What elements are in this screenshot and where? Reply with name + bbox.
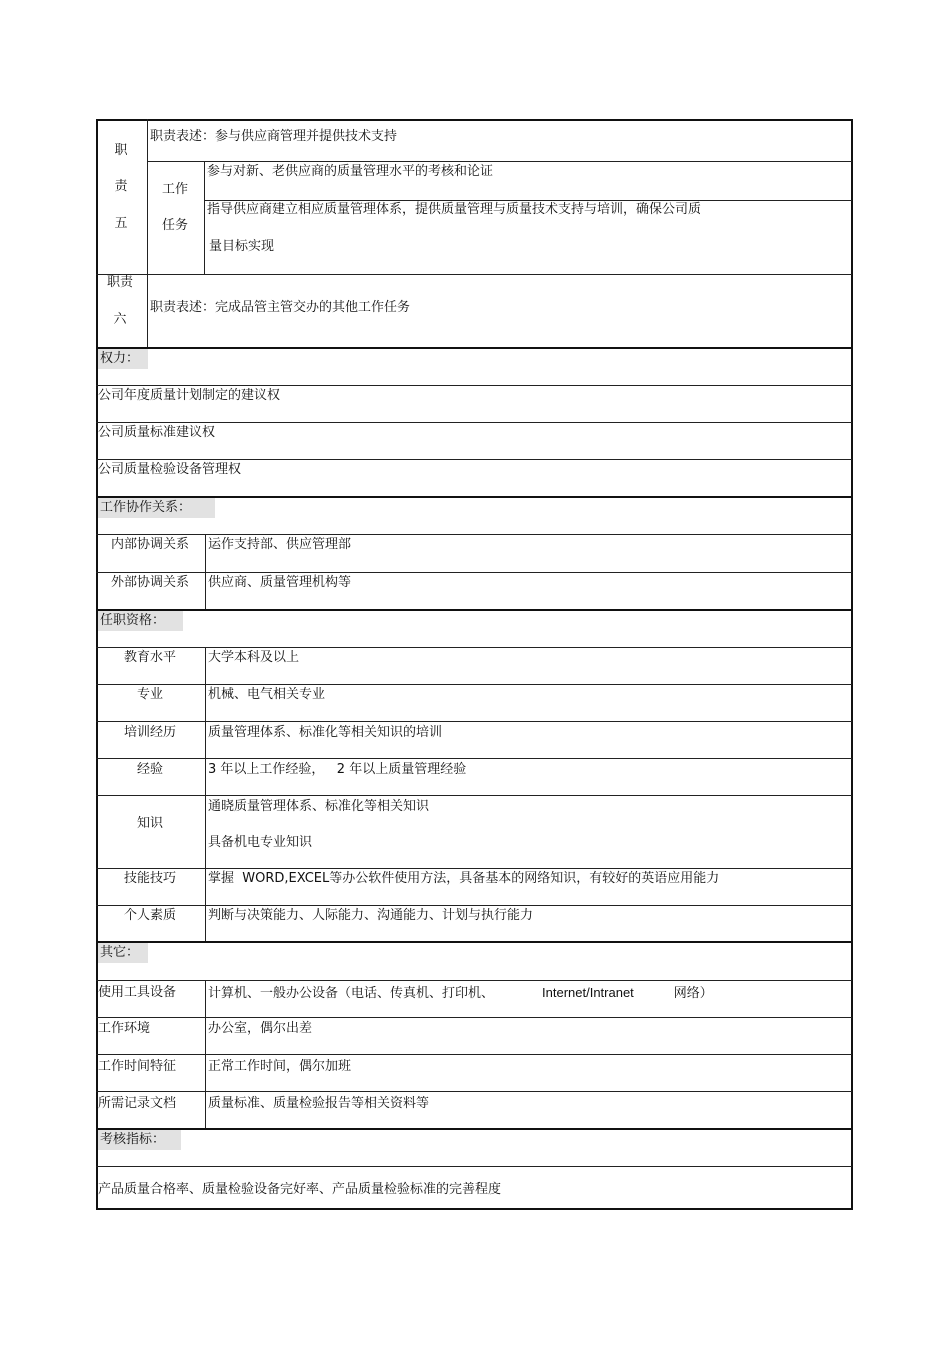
- qualification-value: 3 年以上工作经验， 2 年以上质量管理经验: [208, 762, 467, 777]
- other-value-part: 计算机、一般办公设备（电话、传真机、打印机、: [208, 986, 495, 1001]
- authority-item: 公司年度质量计划制定的建议权: [98, 388, 281, 403]
- qualification-label: 教育水平: [123, 650, 176, 665]
- duty5-label-char: 五: [114, 216, 128, 231]
- divider: [96, 721, 852, 722]
- authority-heading: [98, 349, 148, 369]
- job-description-table: [96, 119, 852, 1209]
- duty5-task-label: 工作: [161, 182, 188, 197]
- authority-item: 公司质量标准建议权: [98, 425, 216, 440]
- qualification-value-part: 等办公软件使用方法，具备基本的网络知识，有较好的英语应用能力: [329, 871, 720, 886]
- task-label-divider: [204, 161, 205, 274]
- divider: [96, 868, 852, 869]
- duty6-description: 职责表述：完成品管主管交办的其他工作任务: [150, 300, 411, 315]
- qualification-label: 技能技巧: [123, 871, 176, 886]
- cooperation-value: 供应商、质量管理机构等: [208, 575, 352, 590]
- qualification-value: 判断与决策能力、人际能力、沟通能力、计划与执行能力: [208, 908, 534, 923]
- qualifications-heading: [98, 611, 183, 631]
- qualification-value: 质量管理体系、标准化等相关知识的培训: [208, 725, 443, 740]
- duty6-label: 职责: [106, 275, 133, 290]
- duty6-label: 六: [113, 312, 127, 327]
- divider: [96, 647, 852, 648]
- divider: [96, 758, 852, 759]
- other-value: [208, 985, 713, 1002]
- divider: [96, 572, 852, 573]
- divider: [147, 161, 852, 162]
- other-heading-text: 其它：: [100, 945, 140, 960]
- section-divider: [96, 609, 853, 611]
- other-value: 办公室，偶尔出差: [208, 1021, 313, 1036]
- section-divider: [96, 1128, 853, 1130]
- duty5-description: 职责表述：参与供应商管理并提供技术支持: [150, 129, 398, 144]
- qualification-value: [208, 871, 719, 887]
- other-label: 工作时间特征: [98, 1059, 177, 1074]
- other-value-part: Internet/Intranet: [542, 985, 634, 1000]
- cooperation-value: 运作支持部、供应管理部: [208, 537, 352, 552]
- divider: [96, 905, 852, 906]
- duty5-task-1: 参与对新、老供应商的质量管理水平的考核和论证: [207, 164, 494, 179]
- qualification-value-part: 掌握 WORD,EXCEL: [208, 871, 330, 886]
- other-value-part: 网络）: [673, 986, 713, 1001]
- qualification-value: 大学本科及以上: [208, 650, 300, 665]
- divider: [96, 274, 852, 275]
- other-label: 使用工具设备: [98, 985, 177, 1000]
- qualifications-heading-text: 任职资格：: [100, 613, 166, 628]
- table-top-border: [96, 119, 853, 121]
- table-right-border: [851, 119, 853, 1209]
- cooperation-heading-text: 工作协作关系：: [100, 500, 192, 515]
- duty5-label-char: 责: [114, 179, 128, 194]
- cooperation-heading: [98, 498, 215, 518]
- divider: [96, 980, 852, 981]
- section-divider: [96, 941, 853, 943]
- authority-item: 公司质量检验设备管理权: [98, 462, 242, 477]
- cooperation-label: 内部协调关系: [110, 537, 189, 552]
- qualification-label: 经验: [136, 762, 163, 777]
- divider: [204, 200, 852, 201]
- divider: [96, 1017, 852, 1018]
- other-label: 工作环境: [98, 1021, 151, 1036]
- assessment-heading-text: 考核指标：: [100, 1132, 166, 1147]
- divider: [96, 422, 852, 423]
- duty5-task-label: 任务: [161, 218, 188, 233]
- qualification-value: 具备机电专业知识: [208, 835, 313, 850]
- divider: [96, 459, 852, 460]
- qualification-label: 个人素质: [123, 908, 176, 923]
- authority-heading-text: 权力：: [100, 351, 140, 366]
- other-heading: [98, 943, 148, 963]
- divider: [96, 534, 852, 535]
- cooperation-label: 外部协调关系: [110, 575, 189, 590]
- duty5-task-2: 指导供应商建立相应质量管理体系，提供质量管理与质量技术支持与培训，确保公司质: [207, 202, 702, 217]
- section-divider: [96, 347, 853, 349]
- qualification-label: 培训经历: [123, 725, 176, 740]
- qualification-value: 机械、电气相关专业: [208, 687, 326, 702]
- qualification-value: 通晓质量管理体系、标准化等相关知识: [208, 799, 430, 814]
- duty-label-divider: [147, 119, 148, 348]
- table-bottom-border: [96, 1208, 853, 1210]
- assessment-heading: [98, 1130, 181, 1150]
- duty5-task-2-cont: 量目标实现: [209, 239, 275, 254]
- other-value: 质量标准、质量检验报告等相关资料等: [208, 1096, 430, 1111]
- divider: [96, 1166, 852, 1167]
- other-label: 所需记录文档: [98, 1096, 177, 1111]
- divider: [96, 1091, 852, 1092]
- qualification-label: 知识: [136, 816, 163, 831]
- qualification-label: 专业: [136, 687, 163, 702]
- duty5-label-char: 职: [114, 143, 128, 158]
- other-value: 正常工作时间，偶尔加班: [208, 1059, 352, 1074]
- divider: [96, 1054, 852, 1055]
- divider: [96, 795, 852, 796]
- divider: [96, 385, 852, 386]
- assessment-value: 产品质量合格率、质量检验设备完好率、产品质量检验标准的完善程度: [98, 1182, 502, 1197]
- divider: [96, 684, 852, 685]
